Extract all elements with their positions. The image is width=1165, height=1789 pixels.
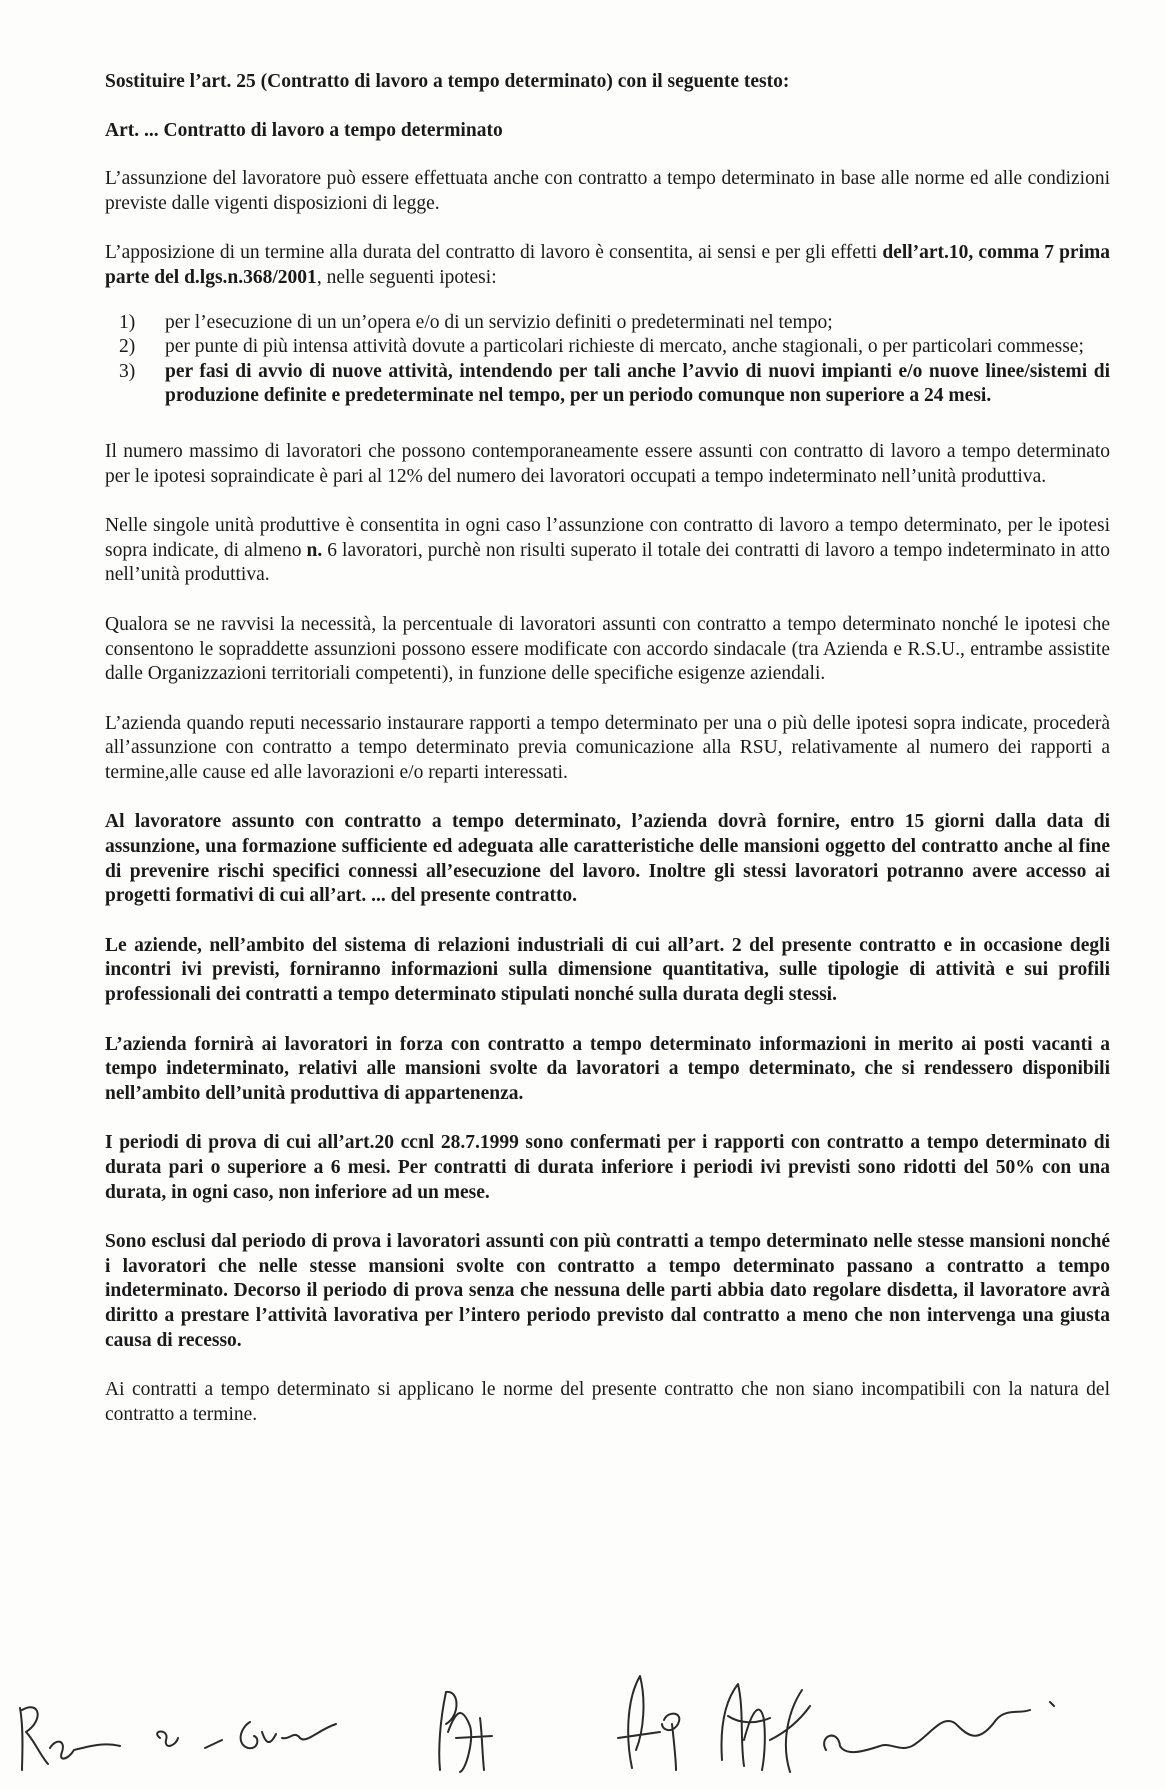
paragraph-relazioni-industriali: Le aziende, nell’ambito del sistema di relazioni industriali di cui all’art. 2 del presente contratto e in occasione degli incontri ivi previsti, forniranno informazioni sulla dimensione quantitativa, sulle tipologie di attività e sui profili professionali dei contratti a tempo determinato stipulati nonché sulla durata degli stessi. bbox=[105, 934, 1110, 1006]
paragraph-numero-massimo: Il numero massimo di lavoratori che possono contemporaneamente essere assunti con contratto di lavoro a tempo determinato per le ipotesi sopraindicate è pari al 12% del numero dei lavoratori occupati a tempo indeterminato nell’unità produttiva. bbox=[105, 440, 1110, 487]
hypotheses-list bbox=[105, 311, 1110, 409]
paragraph-apposizione-termine bbox=[105, 241, 1110, 290]
hypothesis-text: per l’esecuzione di un un’opera e/o di un servizio definiti o predeterminati nel tempo; bbox=[165, 311, 833, 333]
number-abbreviation: n. bbox=[306, 539, 323, 561]
handwritten-signature bbox=[618, 1676, 679, 1770]
hypothesis-item bbox=[105, 311, 1110, 336]
paragraph-unita-text: Nelle singole unità produttive è consentita in ogni caso l’assunzione con contratto di lavoro a tempo determinato, per le ipotesi sopra indicate, di almeno bbox=[105, 515, 1110, 561]
paragraph-norme-applicabili: Ai contratti a tempo determinato si applicano le norme del presente contratto che non siano incompatibili con la natura del contratto a termine. bbox=[105, 1379, 1110, 1425]
hypothesis-item bbox=[105, 335, 1110, 360]
paragraph-apposizione-tail: , nelle seguenti ipotesi: bbox=[316, 266, 497, 288]
paragraph-apposizione-text: L’apposizione di un termine alla durata del contratto di lavoro è consentita, ai sensi e per gli effetti bbox=[105, 242, 883, 264]
paragraph-formazione: Al lavoratore assunto con contratto a tempo determinato, l’azienda dovrà fornire, entro 15 giorni dalla data di assunzione, una formazione sufficiente ed adeguata alle caratteristiche delle mansioni oggetto del contratto anche al fine di prevenire rischi specifici connessi all’esecuzione del lavoro. Inoltre gli stessi lavoratori potranno avere accesso ai progetti formativi di cui all’art. ... del presente contratto. bbox=[105, 811, 1110, 907]
hypothesis-number: 2) bbox=[119, 336, 136, 358]
document-body bbox=[105, 70, 1110, 1427]
paragraph-esclusi-prova: Sono esclusi dal periodo di prova i lavoratori assunti con più contratti a tempo determinato nelle stesse mansioni nonché i lavoratori che nelle stesse mansioni svolte con contratto a tempo determinato passano a contratto a tempo indeterminato. Decorso il periodo di prova senza che nessuna delle parti abbia dato regolare disdetta, il lavoratore avrà diritto a prestare l’attività lavorativa per l’intero periodo previsto dal contratto a meno che non intervenga una giusta causa di recesso. bbox=[105, 1231, 1110, 1351]
hypothesis-text: per punte di più intensa attività dovute a particolari richieste di mercato, anche stagionali, o per particolari commesse; bbox=[165, 336, 1084, 358]
paragraph-comunicazione-rsu: L’azienda quando reputi necessario instaurare rapporti a tempo determinato per una o più delle ipotesi sopra indicate, procederà all’assunzione con contratto a tempo determinato previa comunicazione alla RSU, relativamente al numero dei rapporti a termine,alle cause ed alle lavorazioni e/o reparti interessati. bbox=[105, 712, 1110, 783]
paragraph-assunzione: L’assunzione del lavoratore può essere effettuata anche con contratto a tempo determinato in base alle norme ed alle condizioni previste dalle vigenti disposizioni di legge. bbox=[105, 168, 1110, 214]
paragraph-posti-vacanti: L’azienda fornirà ai lavoratori in forza con contratto a tempo determinato informazioni in merito ai posti vacanti a tempo indeterminato, relativi alle mansioni svolte da lavoratori a tempo determinato, che si rendessero disponibili nell’ambito dell’unità produttiva di appartenenza. bbox=[105, 1033, 1110, 1104]
handwritten-signature bbox=[20, 1707, 178, 1770]
signatures-image bbox=[0, 1620, 1165, 1780]
paragraph-unita-tail: 6 lavoratori, purchè non risulti superato il totale dei contratti di lavoro a tempo indeterminato in atto nell’unità produttiva. bbox=[105, 539, 1110, 586]
paragraph-unita-produttive bbox=[105, 514, 1110, 588]
signatures-row bbox=[0, 1620, 1165, 1780]
hypothesis-number: 1) bbox=[119, 311, 136, 333]
law-reference: dell’art.10, comma 7 prima parte del d.lgs.n.368/2001 bbox=[105, 242, 1110, 288]
hypothesis-number: 3) bbox=[119, 360, 136, 382]
paragraph-periodi-prova: I periodi di prova di cui all’art.20 ccnl 28.7.1999 sono confermati per i rapporti con contratto a tempo determinato di durata pari o superiore a 6 mesi. Per contratti di durata inferiore i periodi ivi previsti sono ridotti del 50% con una durata, in ogni caso, non inferiore ad un mese. bbox=[105, 1132, 1110, 1203]
handwritten-signature bbox=[770, 1690, 1054, 1772]
handwritten-signature bbox=[439, 1692, 492, 1772]
hypothesis-text: per fasi di avvio di nuove attività, intendendo per tali anche l’avvio di nuovi impianti e/o nuove linee/sistemi di produzione definite e predeterminate nel tempo, per un periodo comunque non superiore a 24 mesi. bbox=[165, 360, 1110, 407]
handwritten-signature bbox=[722, 1684, 770, 1770]
paragraph-modifica-accordo: Qualora se ne ravvisi la necessità, la percentuale di lavoratori assunti con contratto a tempo determinato nonché le ipotesi che consentono le sopraddette assunzioni possono essere modificate con accordo sindacale (tra Azienda e R.S.U., entrambe assistite dalle Organizzazioni territoriali competenti), in funzione delle specifiche esigenze aziendali. bbox=[105, 613, 1110, 685]
article-title: Art. ... Contratto di lavoro a tempo determinato bbox=[105, 119, 503, 141]
amendment-instruction: Sostituire l’art. 25 (Contratto di lavoro a tempo determinato) con il seguente testo: bbox=[105, 71, 790, 92]
hypothesis-item bbox=[105, 360, 1110, 409]
handwritten-signature bbox=[205, 1722, 336, 1748]
